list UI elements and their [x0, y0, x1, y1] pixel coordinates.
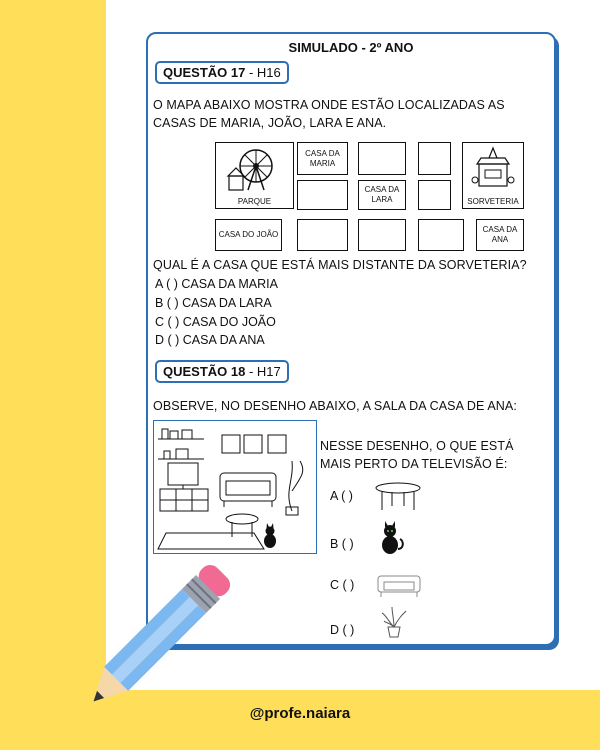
map-block — [297, 180, 348, 210]
map-block — [418, 219, 464, 251]
map-casa-joao: CASA DO JOÃO — [215, 219, 282, 251]
option-b[interactable]: B ( ) CASA DA LARA — [155, 296, 272, 310]
living-room-drawing — [153, 420, 317, 554]
question-17-statement: O MAPA ABAIXO MOSTRA ONDE ESTÃO LOCALIZADAS AS CASAS DE MARIA, JOÃO, LARA E ANA. — [153, 98, 505, 130]
option-c-label[interactable]: C ( ) — [330, 578, 355, 592]
option-b-label[interactable]: B ( ) — [330, 537, 354, 551]
pencil-icon — [70, 555, 240, 725]
map-parque: PARQUE — [215, 142, 294, 209]
map-block — [297, 219, 348, 251]
map-block — [358, 219, 406, 251]
author-handle: @profe.naiara — [249, 705, 351, 722]
question-18-label: QUESTÃO 18 - H17 — [155, 360, 289, 383]
page-title: SIMULADO - 2º ANO — [288, 40, 414, 55]
question-17-question: QUAL É A CASA QUE ESTÁ MAIS DISTANTE DA SORVETERIA? — [153, 258, 527, 272]
sofa-icon[interactable] — [374, 570, 424, 600]
living-room-illustration — [154, 421, 316, 553]
ferris-wheel-icon — [224, 146, 284, 192]
question-18-statement: OBSERVE, NO DESENHO ABAIXO, A SALA DA CASA DE ANA: — [153, 399, 517, 413]
map-casa-lara: CASA DA LARA — [358, 180, 406, 210]
coffee-table-icon[interactable] — [372, 482, 424, 514]
cat-icon[interactable] — [378, 521, 404, 555]
map-block — [418, 142, 451, 175]
map-casa-maria: CASA DA MARIA — [297, 142, 348, 175]
map-block — [418, 180, 451, 210]
question-17-label: QUESTÃO 17 - H16 — [155, 61, 289, 84]
option-a-label[interactable]: A ( ) — [330, 489, 353, 503]
option-a[interactable]: A ( ) CASA DA MARIA — [155, 277, 278, 291]
question-18-question: NESSE DESENHO, O QUE ESTÁ MAIS PERTO DA TELEVISÃO É: — [320, 439, 514, 471]
option-c[interactable]: C ( ) CASA DO JOÃO — [155, 315, 276, 329]
potted-plant-icon[interactable] — [380, 605, 408, 639]
ice-cream-shop-icon — [471, 146, 515, 190]
option-d-label[interactable]: D ( ) — [330, 623, 355, 637]
cat-icon — [264, 523, 276, 548]
map-casa-ana: CASA DA ANA — [476, 219, 524, 251]
map-block — [358, 142, 406, 175]
map-sorveteria: SORVETERIA — [462, 142, 524, 209]
option-d[interactable]: D ( ) CASA DA ANA — [155, 333, 265, 347]
